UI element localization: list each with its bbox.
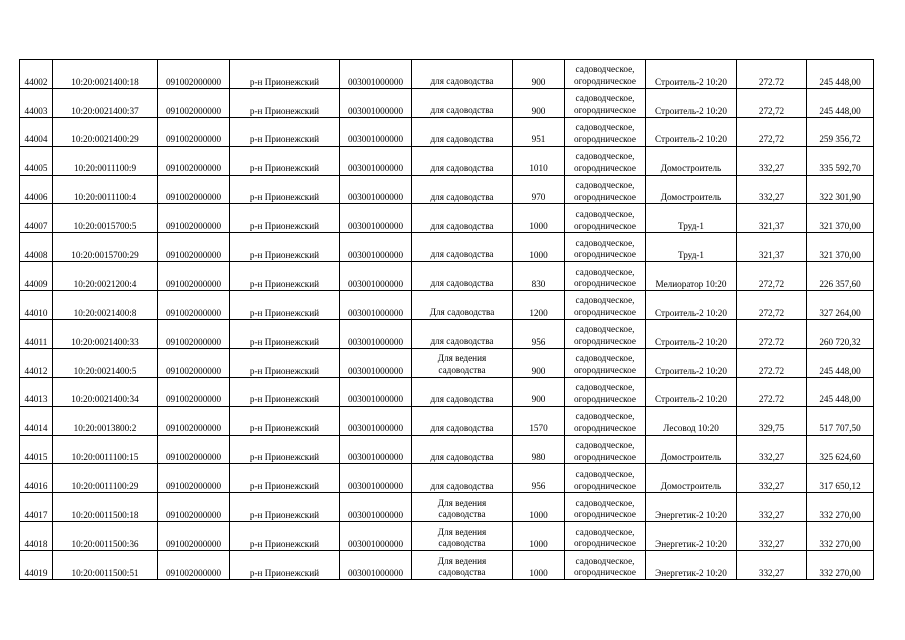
cadastral-number-cell: 10:20:0021400:34: [53, 377, 158, 406]
district-cell: р-н Прионежский: [230, 464, 340, 493]
table-row: [20, 204, 874, 233]
area-cell: 900: [513, 377, 565, 406]
category-code-cell: 003001000000: [340, 291, 412, 320]
table-row: [20, 435, 874, 464]
category-code-cell: 003001000000: [340, 464, 412, 493]
table-row: [20, 233, 874, 262]
unit-price-cell: 332,27: [737, 493, 807, 522]
okato-code-cell: 091002000000: [158, 262, 230, 291]
okato-code-cell: 091002000000: [158, 377, 230, 406]
district-cell: р-н Прионежский: [230, 406, 340, 435]
district-cell: р-н Прионежский: [230, 522, 340, 551]
cooperative-cell: Строитель-2 10:20: [646, 377, 737, 406]
cooperative-cell: Строитель-2 10:20: [646, 88, 737, 117]
document-page: [19, 59, 874, 580]
use-category-cell: садоводческое, огородническое: [565, 175, 646, 204]
record-number-cell: 44009: [20, 262, 53, 291]
table-row: [20, 522, 874, 551]
table-row: [20, 88, 874, 117]
cadastral-number-cell: 10:20:0013800:2: [53, 406, 158, 435]
cadastral-value-cell: 259 356,72: [807, 117, 874, 146]
permitted-use-cell: для садоводства: [412, 204, 513, 233]
table-row: [20, 262, 874, 291]
record-number-cell: 44014: [20, 406, 53, 435]
category-code-cell: 003001000000: [340, 146, 412, 175]
area-cell: 1000: [513, 233, 565, 262]
record-number-cell: 44015: [20, 435, 53, 464]
cadastral-number-cell: 10:20:0011500:36: [53, 522, 158, 551]
district-cell: р-н Прионежский: [230, 348, 340, 377]
table-row: [20, 320, 874, 349]
district-cell: р-н Прионежский: [230, 377, 340, 406]
table-row: [20, 551, 874, 580]
unit-price-cell: 332,27: [737, 522, 807, 551]
table-row: [20, 348, 874, 377]
table-row: [20, 146, 874, 175]
cooperative-cell: Труд-1: [646, 204, 737, 233]
cooperative-cell: Мелиоратор 10:20: [646, 262, 737, 291]
cooperative-cell: Домостроитель: [646, 175, 737, 204]
area-cell: 1000: [513, 522, 565, 551]
unit-price-cell: 332,27: [737, 464, 807, 493]
unit-price-cell: 332,27: [737, 146, 807, 175]
record-number-cell: 44010: [20, 291, 53, 320]
table-row: [20, 291, 874, 320]
category-code-cell: 003001000000: [340, 60, 412, 89]
cadastral-value-cell: 322 301,90: [807, 175, 874, 204]
area-cell: 1000: [513, 551, 565, 580]
okato-code-cell: 091002000000: [158, 493, 230, 522]
use-category-cell: садоводческое, огородническое: [565, 406, 646, 435]
record-number-cell: 44007: [20, 204, 53, 233]
table-row: [20, 464, 874, 493]
category-code-cell: 003001000000: [340, 175, 412, 204]
area-cell: 900: [513, 348, 565, 377]
district-cell: р-н Прионежский: [230, 146, 340, 175]
permitted-use-cell: Для ведения садоводства: [412, 551, 513, 580]
record-number-cell: 44018: [20, 522, 53, 551]
unit-price-cell: 321,37: [737, 204, 807, 233]
cadastral-value-cell: 226 357,60: [807, 262, 874, 291]
permitted-use-cell: Для ведения садоводства: [412, 493, 513, 522]
category-code-cell: 003001000000: [340, 320, 412, 349]
area-cell: 1570: [513, 406, 565, 435]
use-category-cell: садоводческое, огородническое: [565, 464, 646, 493]
cadastral-value-cell: 321 370,00: [807, 204, 874, 233]
permitted-use-cell: Для ведения садоводства: [412, 348, 513, 377]
district-cell: р-н Прионежский: [230, 204, 340, 233]
cadastral-number-cell: 10:20:0011100:15: [53, 435, 158, 464]
cadastral-number-cell: 10:20:0011500:51: [53, 551, 158, 580]
cadastral-number-cell: 10:20:0011100:4: [53, 175, 158, 204]
use-category-cell: садоводческое, огородническое: [565, 522, 646, 551]
district-cell: р-н Прионежский: [230, 60, 340, 89]
cooperative-cell: Лесовод 10:20: [646, 406, 737, 435]
unit-price-cell: 272.72: [737, 377, 807, 406]
okato-code-cell: 091002000000: [158, 348, 230, 377]
cooperative-cell: Строитель-2 10:20: [646, 320, 737, 349]
permitted-use-cell: для садоводства: [412, 262, 513, 291]
area-cell: 830: [513, 262, 565, 291]
cadastral-value-cell: 325 624,60: [807, 435, 874, 464]
record-number-cell: 44013: [20, 377, 53, 406]
permitted-use-cell: для садоводства: [412, 233, 513, 262]
unit-price-cell: 272,72: [737, 262, 807, 291]
unit-price-cell: 272,72: [737, 291, 807, 320]
land-plots-table: [19, 59, 874, 580]
use-category-cell: садоводческое, огородническое: [565, 146, 646, 175]
record-number-cell: 44019: [20, 551, 53, 580]
use-category-cell: садоводческое, огородническое: [565, 233, 646, 262]
unit-price-cell: 332,27: [737, 435, 807, 464]
okato-code-cell: 091002000000: [158, 233, 230, 262]
cooperative-cell: Энергетик-2 10:20: [646, 522, 737, 551]
okato-code-cell: 091002000000: [158, 88, 230, 117]
okato-code-cell: 091002000000: [158, 60, 230, 89]
cadastral-number-cell: 10:20:0015700:5: [53, 204, 158, 233]
cadastral-value-cell: 317 650,12: [807, 464, 874, 493]
permitted-use-cell: для садоводства: [412, 117, 513, 146]
cadastral-number-cell: 10:20:0021400:33: [53, 320, 158, 349]
okato-code-cell: 091002000000: [158, 175, 230, 204]
cadastral-value-cell: 321 370,00: [807, 233, 874, 262]
category-code-cell: 003001000000: [340, 406, 412, 435]
cadastral-value-cell: 327 264,00: [807, 291, 874, 320]
permitted-use-cell: для садоводства: [412, 406, 513, 435]
table-row: [20, 406, 874, 435]
okato-code-cell: 091002000000: [158, 464, 230, 493]
permitted-use-cell: для садоводства: [412, 435, 513, 464]
use-category-cell: садоводческое, огородническое: [565, 348, 646, 377]
category-code-cell: 003001000000: [340, 551, 412, 580]
permitted-use-cell: для садоводства: [412, 146, 513, 175]
use-category-cell: садоводческое, огородническое: [565, 117, 646, 146]
unit-price-cell: 272.72: [737, 320, 807, 349]
category-code-cell: 003001000000: [340, 435, 412, 464]
cooperative-cell: Домостроитель: [646, 435, 737, 464]
okato-code-cell: 091002000000: [158, 551, 230, 580]
area-cell: 956: [513, 320, 565, 349]
district-cell: р-н Прионежский: [230, 175, 340, 204]
area-cell: 970: [513, 175, 565, 204]
record-number-cell: 44004: [20, 117, 53, 146]
use-category-cell: садоводческое, огородническое: [565, 204, 646, 233]
record-number-cell: 44002: [20, 60, 53, 89]
cadastral-number-cell: 10:20:0021200:4: [53, 262, 158, 291]
okato-code-cell: 091002000000: [158, 204, 230, 233]
okato-code-cell: 091002000000: [158, 406, 230, 435]
category-code-cell: 003001000000: [340, 493, 412, 522]
table-row: [20, 117, 874, 146]
area-cell: 956: [513, 464, 565, 493]
use-category-cell: садоводческое, огородническое: [565, 377, 646, 406]
permitted-use-cell: для садоводства: [412, 88, 513, 117]
record-number-cell: 44012: [20, 348, 53, 377]
area-cell: 1010: [513, 146, 565, 175]
okato-code-cell: 091002000000: [158, 320, 230, 349]
cadastral-number-cell: 10:20:0011100:29: [53, 464, 158, 493]
okato-code-cell: 091002000000: [158, 117, 230, 146]
category-code-cell: 003001000000: [340, 377, 412, 406]
cadastral-number-cell: 10:20:0021400:29: [53, 117, 158, 146]
okato-code-cell: 091002000000: [158, 435, 230, 464]
cadastral-number-cell: 10:20:0021400:8: [53, 291, 158, 320]
unit-price-cell: 321,37: [737, 233, 807, 262]
unit-price-cell: 329,75: [737, 406, 807, 435]
unit-price-cell: 272,72: [737, 117, 807, 146]
unit-price-cell: 272,72: [737, 88, 807, 117]
record-number-cell: 44005: [20, 146, 53, 175]
cadastral-number-cell: 10:20:0021400:37: [53, 88, 158, 117]
district-cell: р-н Прионежский: [230, 320, 340, 349]
cadastral-value-cell: 245 448,00: [807, 377, 874, 406]
permitted-use-cell: для садоводства: [412, 464, 513, 493]
unit-price-cell: 332,27: [737, 551, 807, 580]
okato-code-cell: 091002000000: [158, 146, 230, 175]
district-cell: р-н Прионежский: [230, 551, 340, 580]
use-category-cell: садоводческое, огородническое: [565, 435, 646, 464]
table-row: [20, 377, 874, 406]
record-number-cell: 44016: [20, 464, 53, 493]
record-number-cell: 44008: [20, 233, 53, 262]
category-code-cell: 003001000000: [340, 522, 412, 551]
permitted-use-cell: Для ведения садоводства: [412, 522, 513, 551]
cooperative-cell: Энергетик-2 10:20: [646, 493, 737, 522]
cadastral-value-cell: 245 448,00: [807, 348, 874, 377]
area-cell: 900: [513, 88, 565, 117]
category-code-cell: 003001000000: [340, 348, 412, 377]
area-cell: 951: [513, 117, 565, 146]
area-cell: 1000: [513, 204, 565, 233]
cooperative-cell: Домостроитель: [646, 464, 737, 493]
cadastral-number-cell: 10:20:0021400:18: [53, 60, 158, 89]
use-category-cell: садоводческое, огородническое: [565, 320, 646, 349]
permitted-use-cell: для садоводства: [412, 377, 513, 406]
use-category-cell: садоводческое, огородническое: [565, 551, 646, 580]
record-number-cell: 44017: [20, 493, 53, 522]
cooperative-cell: Строитель-2 10:20: [646, 348, 737, 377]
cooperative-cell: Строитель-2 10:20: [646, 117, 737, 146]
table-row: [20, 60, 874, 89]
cadastral-value-cell: 332 270,00: [807, 493, 874, 522]
cadastral-value-cell: 332 270,00: [807, 522, 874, 551]
cadastral-value-cell: 260 720,32: [807, 320, 874, 349]
cooperative-cell: Строитель-2 10:20: [646, 60, 737, 89]
use-category-cell: садоводческое, огородническое: [565, 262, 646, 291]
permitted-use-cell: для садоводства: [412, 175, 513, 204]
cadastral-number-cell: 10:20:0015700:29: [53, 233, 158, 262]
district-cell: р-н Прионежский: [230, 493, 340, 522]
district-cell: р-н Прионежский: [230, 291, 340, 320]
cooperative-cell: Энергетик-2 10:20: [646, 551, 737, 580]
record-number-cell: 44006: [20, 175, 53, 204]
district-cell: р-н Прионежский: [230, 435, 340, 464]
record-number-cell: 44003: [20, 88, 53, 117]
use-category-cell: садоводческое, огородническое: [565, 291, 646, 320]
unit-price-cell: 272.72: [737, 348, 807, 377]
category-code-cell: 003001000000: [340, 88, 412, 117]
category-code-cell: 003001000000: [340, 262, 412, 291]
cooperative-cell: Домостроитель: [646, 146, 737, 175]
use-category-cell: садоводческое, огородническое: [565, 88, 646, 117]
permitted-use-cell: Для садоводства: [412, 291, 513, 320]
district-cell: р-н Прионежский: [230, 233, 340, 262]
cadastral-value-cell: 245 448,00: [807, 60, 874, 89]
district-cell: р-н Прионежский: [230, 262, 340, 291]
use-category-cell: садоводческое, огородническое: [565, 493, 646, 522]
area-cell: 980: [513, 435, 565, 464]
area-cell: 900: [513, 60, 565, 89]
permitted-use-cell: для садоводства: [412, 60, 513, 89]
cooperative-cell: Строитель-2 10:20: [646, 291, 737, 320]
area-cell: 1000: [513, 493, 565, 522]
district-cell: р-н Прионежский: [230, 117, 340, 146]
record-number-cell: 44011: [20, 320, 53, 349]
table-row: [20, 493, 874, 522]
okato-code-cell: 091002000000: [158, 522, 230, 551]
cadastral-number-cell: 10:20:0011500:18: [53, 493, 158, 522]
use-category-cell: садоводческое, огородническое: [565, 60, 646, 89]
area-cell: 1200: [513, 291, 565, 320]
cooperative-cell: Труд-1: [646, 233, 737, 262]
category-code-cell: 003001000000: [340, 233, 412, 262]
table-body: [20, 60, 874, 580]
cadastral-value-cell: 332 270,00: [807, 551, 874, 580]
category-code-cell: 003001000000: [340, 204, 412, 233]
cadastral-value-cell: 245 448,00: [807, 88, 874, 117]
district-cell: р-н Прионежский: [230, 88, 340, 117]
category-code-cell: 003001000000: [340, 117, 412, 146]
okato-code-cell: 091002000000: [158, 291, 230, 320]
cadastral-number-cell: 10:20:0011100:9: [53, 146, 158, 175]
table-row: [20, 175, 874, 204]
cadastral-value-cell: 517 707,50: [807, 406, 874, 435]
unit-price-cell: 332,27: [737, 175, 807, 204]
cadastral-value-cell: 335 592,70: [807, 146, 874, 175]
permitted-use-cell: для садоводства: [412, 320, 513, 349]
unit-price-cell: 272.72: [737, 60, 807, 89]
cadastral-number-cell: 10:20:0021400:5: [53, 348, 158, 377]
